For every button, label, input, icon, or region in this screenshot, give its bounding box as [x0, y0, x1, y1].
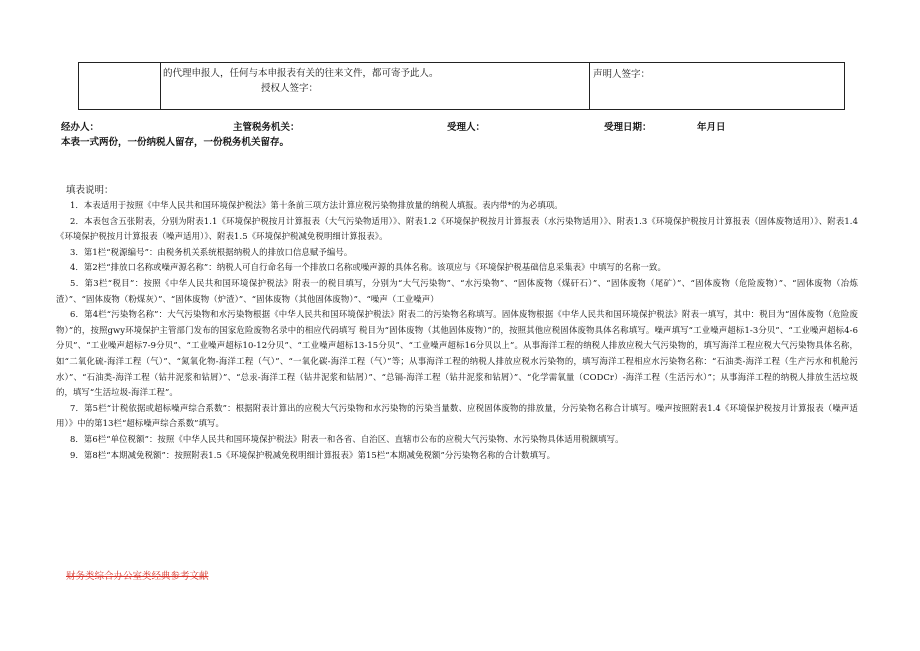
date-format-label: 年月日: [697, 122, 726, 133]
instructions-list: [56, 198, 858, 463]
authorized-signature-label: 授权人签字：: [261, 83, 319, 94]
instruction-item: 6．第4栏“污染物名称”：大气污染物和水污染物根据《中华人民共和国环境保护税法》附表二的污染物名称填写。固体废物根据《中华人民共和国环境保护税法》附表一填写，其中：税目为“固体废物（危险废物）”的，按照gwy环境保护主管部门发布的国家危险废物名录中的相应代码填写 税目为“固体废物（其他固体废物）”的，按照其他应税固体废物具体名称填写。噪声填写“工业噪声超标1-3分贝”、“工业噪声超标4-6分贝”、“工业噪声超标7-9分贝”、“工业噪声超标10-12分贝”、“工业噪声超标13-15分贝”、“工业噪声超标16分贝以上”。从事海洋工程的纳税人排放应税大气污染物的，填写海洋工程应税大气污染物具体名称，如“二氧化硫-海洋工程（气）”、“氮氧化物-海洋工程（气）”、“一氧化碳-海洋工程（气）”等；从事海洋工程的纳税人排放应税水污染物的，填写海洋工程相应水污染物名称：“石油类-海洋工程（生产污水和机舱污水）”、“石油类-海洋工程（钻井泥浆和钻屑）”、“总汞-海洋工程（钻井泥浆和钻屑）”、“总镉-海洋工程（钻井泥浆和钻屑）”、“化学需氧量（CODCr）-海洋工程（生活污水）”；从事海洋工程的纳税人排放生活垃圾的，填写“生活垃圾-海洋工程”。: [56, 309, 858, 398]
instruction-item: 5．第3栏“税目”：按照《中华人民共和国环境保护税法》附表一的税目填写，分别为“大气污染物”、“水污染物”、“固体废物（煤矸石）”、“固体废物（尾矿）”、“固体废物（危险废物）”、“固体废物（冶炼渣）”、“固体废物（粉煤灰）”、“固体废物（炉渣）”、“固体废物（其他固体废物）”、“噪声（工业噪声）: [56, 277, 858, 304]
instruction-item: 4．第2栏“排放口名称或噪声源名称”：纳税人可自行命名每一个排放口名称或噪声源的具体名称。该项应与《环境保护税基础信息采集表》中填写的名称一致。: [70, 262, 666, 273]
instruction-item: 2．本表包含五张附表，分别为附表1.1《环境保护税按月计算报表（大气污染物适用）》、附表1.2《环境保护税按月计算报表（水污染物适用）》、附表1.3《环境保护税按月计算报表（固体废物适用）》、附表1.4《环境保护税按月计算报表（噪声适用）》、附表1.5《环境保护税减免税明细计算报表》。: [56, 215, 858, 242]
reference-watermark-link[interactable]: 财务类综合办公室类经典参考文献: [66, 571, 209, 582]
receiver-label: 受理人：: [447, 122, 486, 133]
receive-date-label: 受理日期：: [604, 122, 652, 133]
handler-label: 经办人：: [61, 122, 100, 133]
instruction-item: 7．第5栏“计税依据或超标噪声综合系数”：根据附表计算出的应税大气污染物和水污染物的污染当量数、应税固体废物的排放量，分污染物名称合计填写。噪声按照附表1.4《环境保护税按月计算报表（噪声适用）》中的第13栏“超标噪声综合系数”填写。: [56, 402, 858, 429]
instruction-item: 1．本表适用于按照《中华人民共和国环境保护税法》第十条前三项方法计算应税污染物排放量的纳税人填报。表内带*的为必填项。: [70, 200, 563, 210]
tax-authority-label: 主管税务机关：: [233, 122, 300, 133]
declaration-table: [78, 62, 845, 110]
table-divider: [589, 63, 590, 109]
instruction-item: 9．第8栏“本期减免税额”：按照附表1.5《环境保护税减免税明细计算报表》第15栏“本期减免税额”分污染物名称的合计数填写。: [70, 449, 556, 460]
copies-note: 本表一式两份，一份纳税人留存，一份税务机关留存。: [61, 137, 290, 148]
table-divider: [160, 63, 161, 109]
declarant-signature-label: 声明人签字：: [593, 69, 651, 80]
instruction-item: 3．第1栏“税源编号”：由税务机关系统根据纳税人的排放口信息赋予编号。: [70, 246, 353, 257]
instructions-title: 填表说明：: [66, 185, 114, 196]
instruction-item: 8．第6栏“单位税额”：按照《中华人民共和国环境保护税法》附表一和各省、自治区、直辖市公布的应税大气污染物、水污染物具体适用税额填写。: [70, 433, 624, 444]
agent-statement: 的代理申报人，任何与本申报表有关的往来文件，都可寄予此人。: [163, 68, 439, 79]
